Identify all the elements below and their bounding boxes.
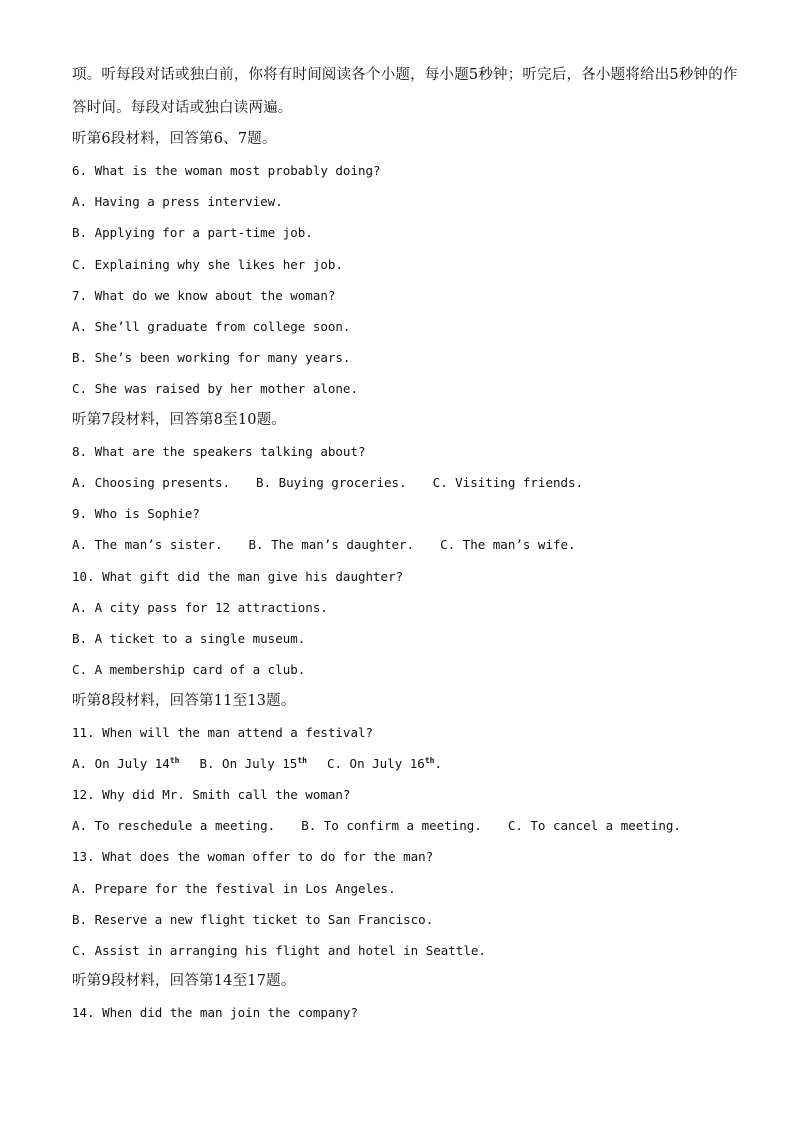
question-13-option-b: B. Reserve a new flight ticket to San Francisco. (72, 912, 434, 927)
question-12-option-a: A. To reschedule a meeting. (72, 818, 276, 833)
question-9-option-c: C. The man’s wife. (440, 537, 576, 552)
question-7-option-a: A. She’ll graduate from college soon. (72, 319, 351, 334)
question-13-option-a: A. Prepare for the festival in Los Angeles. (72, 881, 396, 896)
question-7-option-b: B. She’s been working for many years. (72, 350, 351, 365)
question-8-option-c: C. Visiting friends. (432, 475, 584, 490)
question-12-option-c: C. To cancel a meeting. (507, 818, 681, 833)
question-8-option-b: B. Buying groceries. (256, 475, 407, 490)
instruction-line-2: 答时间。每段对话或独白读两遍。 (72, 100, 293, 116)
question-6-option-c: C. Explaining why she likes her job. (72, 257, 343, 272)
question-8-options (72, 475, 762, 491)
question-12-options (72, 818, 762, 834)
question-9-option-a: A. The man’s sister. (72, 537, 223, 552)
question-7-option-c: C. She was raised by her mother alone. (72, 381, 358, 396)
question-12-option-b: B. To confirm a meeting. (301, 818, 482, 833)
question-11-options (72, 756, 762, 772)
question-10-option-b: B. A ticket to a single museum. (72, 631, 306, 646)
question-10-option-a: A. A city pass for 12 attractions. (72, 600, 328, 615)
question-11-option-b: B. On July 15th (199, 755, 307, 771)
question-13-option-c: C. Assist in arranging his flight and hotel in Seattle. (72, 943, 486, 958)
section-heading-7: 听第7段材料，回答第8至10题。 (72, 412, 287, 428)
question-6-stem: 6. What is the woman most probably doing? (72, 163, 381, 178)
question-6-option-a: A. Having a press interview. (72, 194, 283, 209)
question-14-stem: 14. When did the man join the company? (72, 1005, 358, 1020)
question-8-stem: 8. What are the speakers talking about? (72, 444, 366, 459)
question-9-options (72, 537, 762, 553)
question-9-stem: 9. Who is Sophie? (72, 506, 200, 521)
question-10-stem: 10. What gift did the man give his daughter? (72, 569, 404, 584)
instruction-line-1: 项。听每段对话或独白前，你将有时间阅读各个小题，每小题5秒钟；听完后，各小题将给出5秒钟的作 (72, 67, 738, 83)
section-heading-6: 听第6段材料，回答第6、7题。 (72, 131, 277, 147)
question-9-option-b: B. The man’s daughter. (248, 537, 415, 552)
question-11-option-c: C. On July 16th. (326, 755, 442, 771)
section-heading-9: 听第9段材料，回答第14至17题。 (72, 973, 296, 989)
question-11-option-a: A. On July 14th (72, 755, 180, 771)
question-12-stem: 12. Why did Mr. Smith call the woman? (72, 787, 351, 802)
question-8-option-a: A. Choosing presents. (72, 475, 231, 490)
question-11-stem: 11. When will the man attend a festival? (72, 725, 374, 740)
section-heading-8: 听第8段材料，回答第11至13题。 (72, 693, 296, 709)
question-6-option-b: B. Applying for a part-time job. (72, 225, 313, 240)
question-13-stem: 13. What does the woman offer to do for the man? (72, 849, 434, 864)
question-10-option-c: C. A membership card of a club. (72, 662, 306, 677)
question-7-stem: 7. What do we know about the woman? (72, 288, 336, 303)
